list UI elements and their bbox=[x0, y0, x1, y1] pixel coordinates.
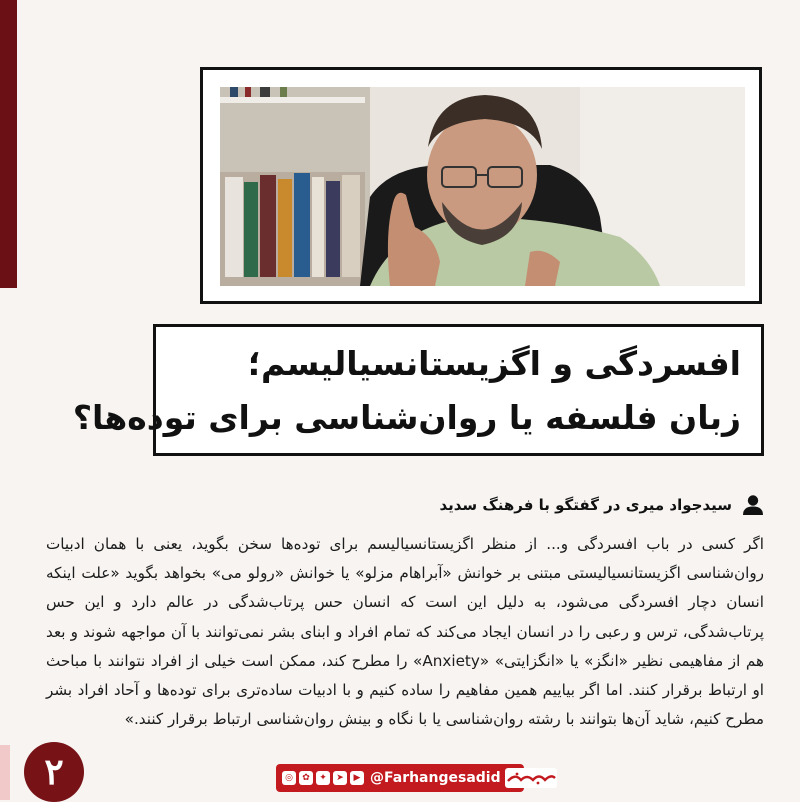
author-label: سیدجواد میری در گفتگو با فرهنگ سدید bbox=[439, 496, 732, 514]
photo-frame bbox=[200, 67, 762, 304]
social-footer-badge[interactable] bbox=[276, 764, 524, 792]
youtube-icon[interactable]: ▶ bbox=[350, 771, 364, 785]
aparat-icon[interactable]: ✿ bbox=[299, 771, 313, 785]
social-icons bbox=[282, 771, 364, 785]
social-handle[interactable]: @Farhangesadid bbox=[370, 770, 501, 786]
author-line bbox=[439, 494, 764, 516]
headline-line-2: زبان فلسفه یا روان‌شناسی برای توده‌ها؟ bbox=[72, 398, 741, 437]
brand-logo-mark bbox=[505, 770, 557, 786]
bottom-accent-bar bbox=[0, 745, 10, 800]
page-number-badge: ۲ bbox=[24, 742, 84, 802]
speaker-photo bbox=[220, 87, 745, 286]
twitter-icon[interactable]: ✦ bbox=[316, 771, 330, 785]
brand-logo bbox=[505, 768, 557, 788]
user-icon bbox=[742, 494, 764, 516]
article-body: اگر کسی در باب افسردگی و... از منظر اگزیستانسیالیسم برای توده‌ها سخن بگوید، یعنی با همان ادبیات روان‌شناسی اگزیستانسیالیستی مبتنی بر خوانش «آبراهام مزلو» یا خوانش «رولو می» بخواهد بگوید «علت اینکه انسان دچار افسردگی می‌شود، به دلیل این است که انسان حس پرتاب‌شدگی در عالم دارد و این حس پرتاب‌شدگی، ترس و رعبی را در انسان ایجاد می‌کند که تمام افراد و ابنای بشر نمی‌توانند با آن مواجهه شوند و بعد هم از مفاهیمی نظیر «انگز» یا «انگزایتی» «Anxiety» را مطرح کند، ممکن است خیلی از افراد نتوانند با مباحث او ارتباط برقرار کنند. اما اگر بیاییم همین مفاهیم را ساده کنیم و با ادبیات ساده‌تری برای توده‌ها و آحاد افراد بشر مطرح کنیم، شاید آن‌ها بتوانند با رشته روان‌شناسی یا با نگاه و بینش روان‌شناسی ارتباط برقرار کنند.» bbox=[46, 535, 764, 729]
left-accent-bar bbox=[0, 0, 17, 288]
headline-line-1: افسردگی و اگزیستانسیالیسم؛ bbox=[247, 344, 741, 383]
telegram-icon[interactable]: ➤ bbox=[333, 771, 347, 785]
headline-box bbox=[72, 324, 764, 456]
instagram-icon[interactable]: ◎ bbox=[282, 771, 296, 785]
